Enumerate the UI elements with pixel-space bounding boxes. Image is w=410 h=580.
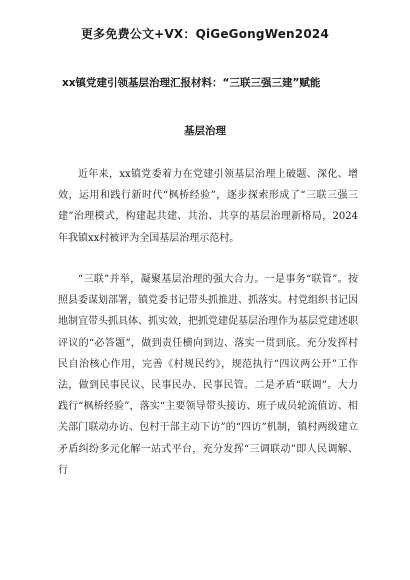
document-title-line-2: 基层治理	[184, 125, 226, 137]
body-paragraph-2: “三联”并举，凝聚基层治理的强大合力。一是事务“联管”。按照县委谋划部署，镇党委书记带头抓推进、抓落实。村党组织书记因地制宜带头抓具体、抓实效，把抓党建促基层治理作为基层党建述职评议的“必答题”，做到责任横向到边、落实一贯到底。充分发挥村民自治核心作用，完善《村规民约》，规范执行“四议两公开”工作法，做到民事民议、民事民办、民事民管。二是矛盾“联调”。大力践行“枫桥经验”，落实“主要领导带头接访、班子成员轮流值访、相关部门联动办访、包村干部主动下访”的“四访”机制，镇村两级建立矛盾纠纷多元化解一站式平台，充分发挥“三调联动”即人民调解、行	[58, 274, 358, 476]
document-title-line-1: xx镇党建引领基层治理汇报材料：“三联三强三建”赋能	[62, 77, 321, 89]
watermark-header: 更多免费公文+VX：QiGeGongWen2024	[80, 27, 329, 41]
body-paragraph-1: 近年来，xx镇党委着力在党建引领基层治理上破题、深化、增效，运用和践行新时代“枫桥经验”，逐步探索形成了“三联三强三建”治理模式，构建起共建、共治、共享的基层治理新格局，2024年我镇xx村被评为全国基层治理示范村。	[58, 169, 358, 244]
